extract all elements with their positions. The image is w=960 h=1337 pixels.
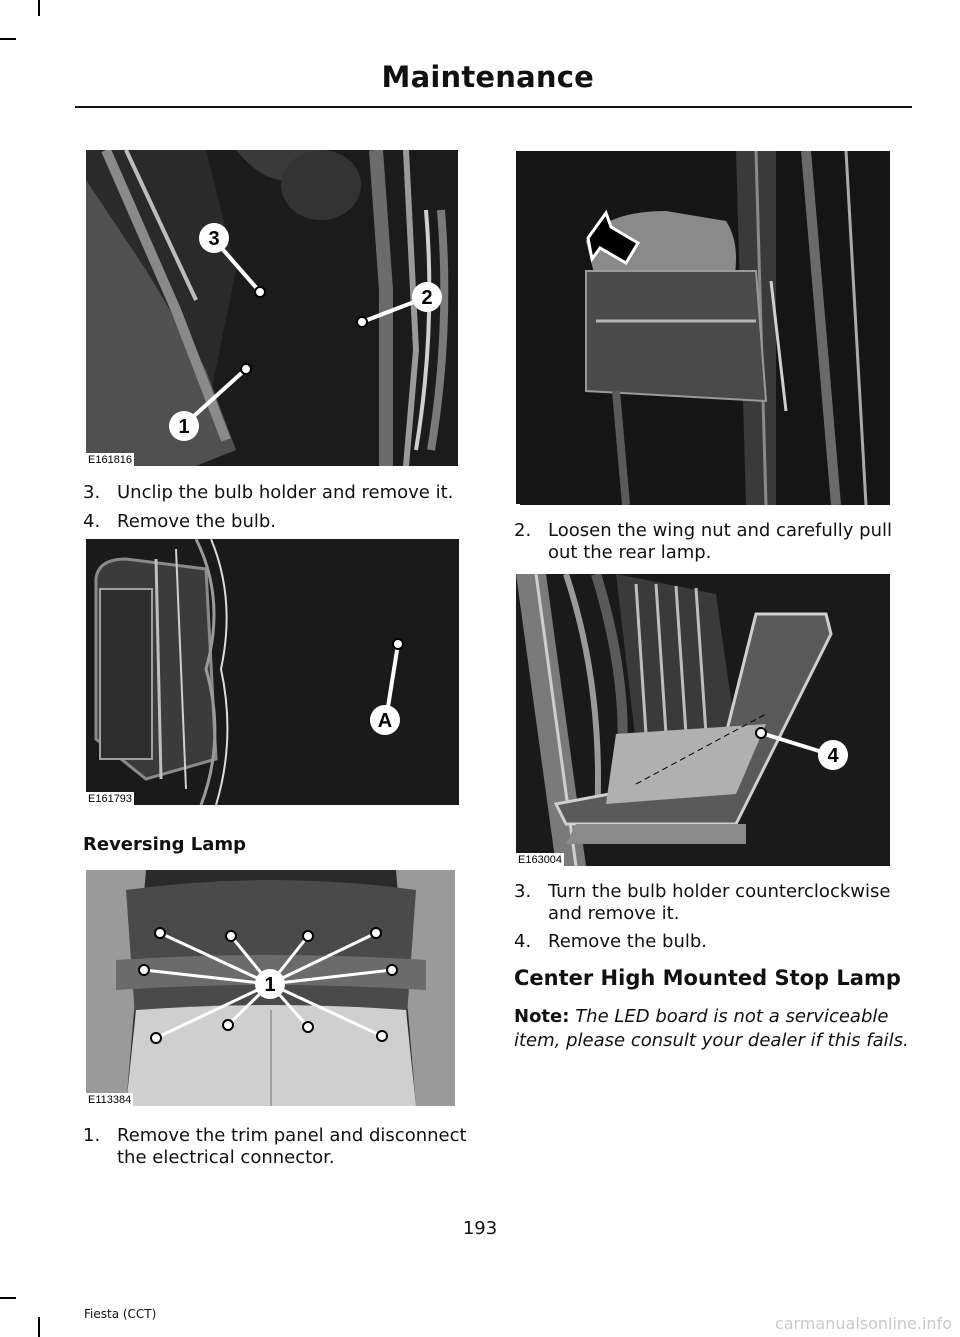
step-number: 3.	[83, 482, 101, 503]
figure-bulb-removal-drawing	[86, 539, 459, 805]
note-label: Note:	[514, 1006, 570, 1027]
step-text: Remove the bulb.	[117, 511, 277, 532]
step-item	[514, 881, 914, 925]
step-text: Loosen the wing nut and carefully pull out the rear lamp.	[548, 520, 893, 563]
footer-model: Fiesta (CCT)	[84, 1307, 157, 1321]
step-text: Turn the bulb holder counterclockwise and remove it.	[548, 881, 891, 924]
figure-code: E163004	[518, 854, 563, 866]
step-number: 4.	[514, 931, 532, 952]
note-paragraph	[514, 1005, 914, 1053]
step-text: Remove the trim panel and disconnect the electrical connector.	[117, 1125, 467, 1168]
figure-rear-lamp-bulb-holder	[516, 574, 890, 866]
crop-mark	[0, 1297, 16, 1299]
step-number: 1.	[83, 1125, 101, 1146]
step-number: 3.	[514, 881, 532, 902]
section-heading-reversing-lamp: Reversing Lamp	[83, 834, 246, 855]
figure-code: E113384	[88, 1094, 132, 1106]
crop-mark	[38, 1317, 40, 1337]
step-text: Remove the bulb.	[548, 931, 708, 952]
figure-code: E161793	[88, 793, 133, 805]
step-item	[83, 1125, 479, 1169]
callout-label: 1	[264, 974, 276, 996]
step-text: Unclip the bulb holder and remove it.	[117, 482, 454, 503]
section-heading-stop-lamp: Center High Mounted Stop Lamp	[514, 966, 901, 990]
figure-reversing-lamp	[86, 870, 455, 1106]
figure-reversing-lamp-drawing	[86, 870, 455, 1106]
figure-bulb-holder-drawing	[86, 150, 458, 466]
callout-label: A	[377, 710, 393, 732]
callout-label: 1	[178, 416, 190, 438]
page-title: Maintenance	[381, 60, 594, 94]
crop-mark	[0, 38, 16, 40]
figure-rear-lamp-drawing	[516, 151, 890, 505]
step-number: 2.	[514, 520, 532, 541]
figure-rear-lamp-bulb-holder-drawing	[516, 574, 890, 866]
page-number: 193	[462, 1218, 498, 1239]
figure-code	[516, 504, 520, 505]
callout-label: 4	[827, 745, 839, 767]
figure-bulb-removal	[86, 539, 459, 805]
step-item	[514, 520, 914, 564]
figure-code: E161816	[88, 454, 133, 466]
header-rule	[75, 106, 912, 108]
figure-rear-lamp-wing-nut	[516, 151, 890, 505]
step-number: 4.	[83, 511, 101, 532]
step-item	[514, 931, 914, 953]
callout-label: 2	[421, 287, 433, 309]
step-item	[83, 511, 463, 533]
callout-label: 3	[208, 228, 220, 250]
crop-mark	[38, 0, 40, 16]
note-text: The LED board is not a serviceable item, please consult your dealer if this fails.	[514, 1006, 909, 1051]
figure-bulb-holder	[86, 150, 458, 466]
step-item	[83, 482, 463, 504]
watermark: carmanualsonline.info	[774, 1314, 952, 1333]
